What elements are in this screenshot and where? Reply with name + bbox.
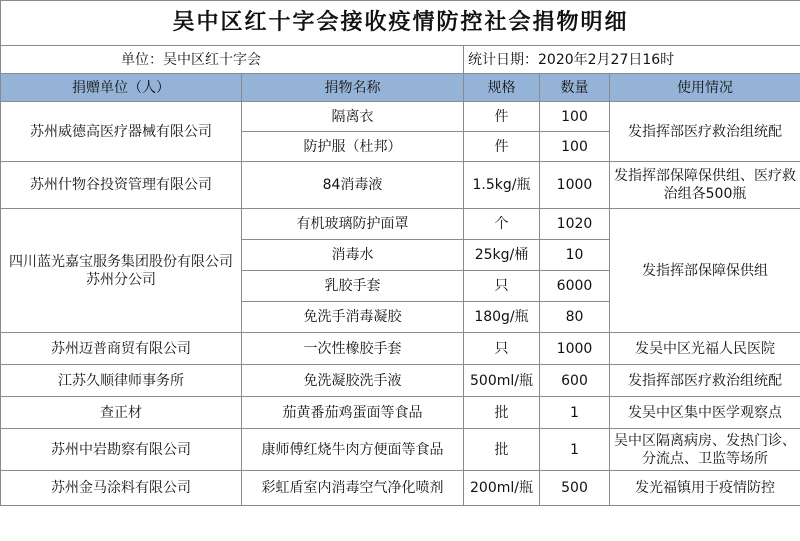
donor-cell: 江苏久顺律师事务所 [1, 365, 242, 397]
item-name-cell: 茄黄番茄鸡蛋面等食品 [242, 397, 464, 429]
spec-cell: 180g/瓶 [464, 302, 540, 333]
qty-cell: 100 [540, 132, 610, 162]
item-name-cell: 免洗凝胶洗手液 [242, 365, 464, 397]
usage-cell: 吴中区隔离病房、发热门诊、分流点、卫监等场所 [610, 429, 800, 471]
qty-cell: 600 [540, 365, 610, 397]
usage-cell: 发指挥部医疗救治组统配 [610, 365, 800, 397]
qty-cell: 80 [540, 302, 610, 333]
header-item: 捐物名称 [242, 74, 464, 102]
table-row [1, 333, 800, 365]
qty-cell: 10 [540, 240, 610, 271]
spec-cell: 只 [464, 333, 540, 365]
header-donor: 捐赠单位（人） [1, 74, 242, 102]
donor-cell: 苏州金马涂料有限公司 [1, 471, 242, 506]
spec-cell: 件 [464, 132, 540, 162]
item-name-cell: 免洗手消毒凝胶 [242, 302, 464, 333]
item-name-cell: 有机玻璃防护面罩 [242, 209, 464, 240]
usage-cell: 发光福镇用于疫情防控 [610, 471, 800, 506]
spec-cell: 25kg/桶 [464, 240, 540, 271]
spec-cell: 批 [464, 429, 540, 471]
donor-cell: 苏州威德高医疗器械有限公司 [1, 102, 242, 162]
item-name-cell: 彩虹盾室内消毒空气净化喷剂 [242, 471, 464, 506]
usage-cell: 发指挥部保障保供组 [610, 209, 800, 333]
spec-cell: 只 [464, 271, 540, 302]
qty-cell: 1000 [540, 333, 610, 365]
spec-cell: 件 [464, 102, 540, 132]
table-header-row [1, 74, 800, 102]
item-name-cell: 乳胶手套 [242, 271, 464, 302]
date-label: 统计日期：2020年2月27日16时 [464, 46, 800, 74]
donor-cell: 苏州迈普商贸有限公司 [1, 333, 242, 365]
item-name-cell: 隔离衣 [242, 102, 464, 132]
donor-cell: 四川蓝光嘉宝服务集团股份有限公司苏州分公司 [1, 209, 242, 333]
donor-cell: 苏州什物谷投资管理有限公司 [1, 162, 242, 209]
qty-cell: 6000 [540, 271, 610, 302]
header-spec: 规格 [464, 74, 540, 102]
donor-cell: 苏州中岩勘察有限公司 [1, 429, 242, 471]
spec-cell: 200ml/瓶 [464, 471, 540, 506]
usage-cell: 发吴中区光福人民医院 [610, 333, 800, 365]
page-title: 吴中区红十字会接收疫情防控社会捐物明细 [1, 1, 800, 46]
item-name-cell: 消毒水 [242, 240, 464, 271]
table-row [1, 162, 800, 209]
item-name-cell: 防护服（杜邦） [242, 132, 464, 162]
table-row [1, 365, 800, 397]
item-name-cell: 一次性橡胶手套 [242, 333, 464, 365]
spec-cell: 个 [464, 209, 540, 240]
usage-cell: 发指挥部医疗救治组统配 [610, 102, 800, 162]
spec-cell: 批 [464, 397, 540, 429]
spec-cell: 500ml/瓶 [464, 365, 540, 397]
header-qty: 数量 [540, 74, 610, 102]
item-name-cell: 84消毒液 [242, 162, 464, 209]
table-row [1, 429, 800, 471]
usage-cell: 发吴中区集中医学观察点 [610, 397, 800, 429]
qty-cell: 100 [540, 102, 610, 132]
qty-cell: 1 [540, 429, 610, 471]
qty-cell: 1 [540, 397, 610, 429]
donor-cell: 查正材 [1, 397, 242, 429]
table-row [1, 102, 800, 132]
item-name-cell: 康师傅红烧牛肉方便面等食品 [242, 429, 464, 471]
qty-cell: 500 [540, 471, 610, 506]
table-row [1, 209, 800, 240]
spec-cell: 1.5kg/瓶 [464, 162, 540, 209]
header-usage: 使用情况 [610, 74, 800, 102]
qty-cell: 1000 [540, 162, 610, 209]
table-row [1, 471, 800, 506]
qty-cell: 1020 [540, 209, 610, 240]
table-row [1, 397, 800, 429]
usage-cell: 发指挥部保障保供组、医疗救治组各500瓶 [610, 162, 800, 209]
unit-label: 单位：吴中区红十字会 [1, 46, 464, 74]
